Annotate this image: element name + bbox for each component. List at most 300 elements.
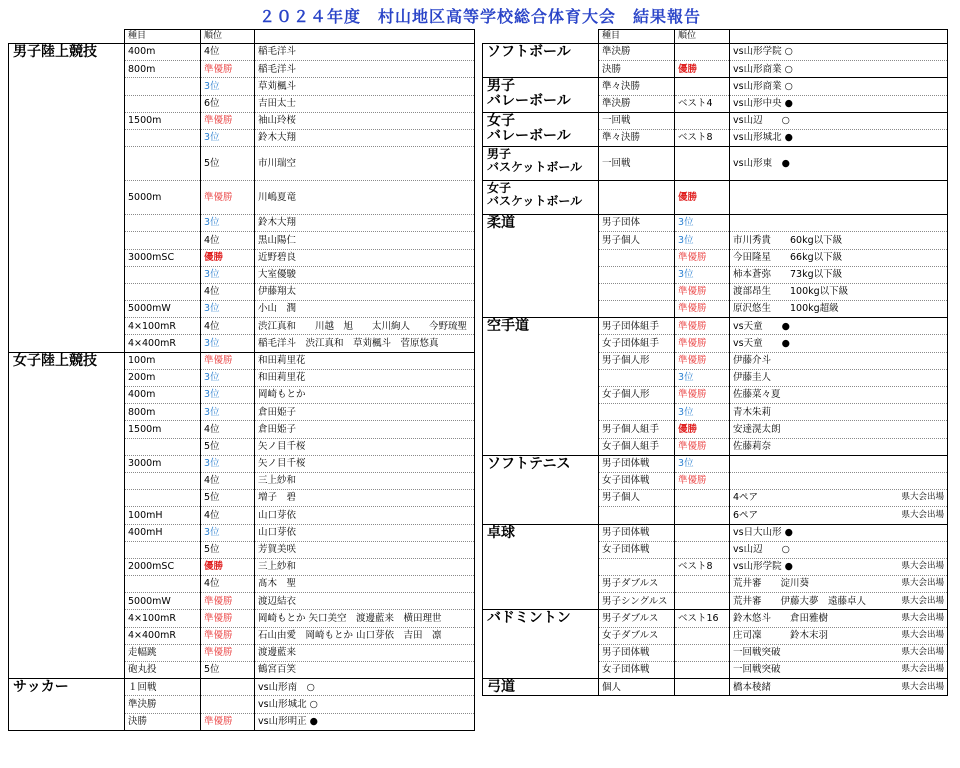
result-cell [730,335,948,352]
event-cell: 一回戦 [599,112,675,129]
result-cell [730,249,948,266]
result-cell [255,713,475,730]
event-cell [125,95,201,112]
event-cell: 男子団体戦 [599,524,675,541]
result-text: vs山辺 ○ [733,544,790,556]
event-cell: 800m [125,404,201,421]
result-cell [730,232,948,249]
result-row [483,524,948,541]
result-text: vs天童 ● [733,337,790,349]
result-text: 近野碧良 [258,251,297,263]
rank-cell [675,44,730,61]
sport-name-line: バレーボール [487,93,571,110]
rank-cell [675,576,730,593]
event-cell [599,266,675,283]
result-cell [255,61,475,78]
result-cell [730,215,948,232]
result-cell [255,318,475,335]
event-cell: 女子個人組手 [599,438,675,455]
result-row [483,112,948,129]
header-event: 種目 [599,30,675,44]
result-text: 4ペア [733,492,759,504]
result-text: 稲毛洋斗 [258,46,297,58]
result-cell [730,558,948,575]
event-cell: 100mH [125,507,201,524]
result-text: 三上紗和 [258,475,297,487]
result-text: 鈴木大翔 [258,132,297,144]
rank-cell: 準優勝 [201,61,255,78]
result-cell [255,696,475,713]
sport-name [483,679,599,696]
result-cell [255,112,475,129]
result-cell [255,335,475,352]
rank-cell: 準優勝 [201,593,255,610]
header-rank: 順位 [201,30,255,44]
event-cell [125,490,201,507]
event-cell: 男子団体戦 [599,644,675,661]
result-cell [730,524,948,541]
event-cell [125,576,201,593]
event-cell: 準決勝 [599,95,675,112]
event-cell: 4×400mR [125,335,201,352]
rank-cell [201,679,255,696]
event-cell: 準決勝 [599,44,675,61]
result-cell [255,627,475,644]
event-cell [125,283,201,300]
rank-cell: 3位 [201,404,255,421]
result-text: 石山由愛 岡崎もとか 山口芽依 吉田 凛 [258,629,442,641]
result-text: 渡部昂生 100kg以下級 [733,286,849,298]
sport-name-line: 弓道 [487,679,515,696]
result-text: 岡崎もとか 矢口美空 渡邊藍来 横田理世 [258,612,442,624]
sport-name-line: 女子 [487,181,512,196]
header-result [255,30,475,44]
result-row [483,147,948,181]
result-text: 川嶋夏竜 [258,191,297,203]
qualification-note: 県大会出場 [901,492,944,503]
result-cell [730,644,948,661]
result-text: 倉田姫子 [258,423,297,435]
rank-cell: 優勝 [201,249,255,266]
result-row [483,318,948,335]
event-cell: 1500m [125,421,201,438]
result-row [483,181,948,215]
event-cell: 決勝 [125,713,201,730]
result-text: 青木朱莉 [733,406,772,418]
rank-cell: 3位 [675,404,730,421]
event-cell: 4×100mR [125,318,201,335]
event-cell [599,181,675,215]
result-text: vs山形商業 ○ [733,63,793,75]
rank-cell: 4位 [201,507,255,524]
event-cell: 5000m [125,181,201,215]
result-cell [255,95,475,112]
result-text: 鈴木悠斗 倉田雅樹 [733,612,829,624]
result-text: 矢ノ目千桜 [258,440,306,452]
sport-name-line: 空手道 [487,318,529,335]
qualification-note: 県大会出場 [901,509,944,520]
rank-cell: 準優勝 [675,318,730,335]
result-cell [730,181,948,215]
result-cell [730,662,948,679]
result-cell [730,283,948,300]
rank-cell [675,541,730,558]
rank-cell: 準優勝 [201,627,255,644]
rank-cell: 優勝 [675,421,730,438]
event-cell: 男子個人 [599,490,675,507]
rank-cell: 5位 [201,541,255,558]
header-result [730,30,948,44]
event-cell [599,404,675,421]
result-cell [730,421,948,438]
sport-name [483,610,599,679]
result-text: 荒井審 伊藤大夢 遠藤卓人 [733,595,867,607]
sport-name-line: バスケットボール [487,194,583,209]
result-text: 一回戦突破 [733,647,781,659]
result-cell [255,387,475,404]
rank-cell: 4位 [201,44,255,61]
rank-cell: 3位 [201,78,255,95]
event-cell: 砲丸投 [125,662,201,679]
result-cell [730,352,948,369]
sport-name [483,112,599,146]
event-cell: 男子シングルス [599,593,675,610]
result-text: 和田莉里花 [258,372,306,384]
result-cell [730,472,948,489]
rank-cell: 準優勝 [675,301,730,318]
event-cell: 男子ダブルス [599,576,675,593]
event-cell [599,301,675,318]
result-text: vs山形城北 ● [733,132,793,144]
sport-name [483,44,599,78]
header-row [9,30,475,44]
result-text: 大室優駿 [258,269,297,281]
result-text: 小山 潤 [258,303,297,315]
sport-name-line: ソフトボール [487,44,571,60]
sport-name-line: 男子陸上競技 [13,44,97,60]
result-text: 柿本蒼弥 73kg以下級 [733,269,843,281]
result-cell [730,301,948,318]
result-row [483,679,948,696]
sport-name-line: サッカー [13,679,69,696]
event-cell: 走幅跳 [125,644,201,661]
sport-name [483,181,599,215]
result-text: 三上紗和 [258,561,297,573]
sport-name [483,147,599,181]
event-cell [599,507,675,524]
event-cell [125,541,201,558]
sport-name-line: 女子陸上競技 [13,352,97,369]
result-text: 稲毛洋斗 渋江真和 草苅楓斗 菅原悠真 [258,337,439,349]
sport-name-line: 女子 [487,112,515,129]
result-text: 佐藤菜々夏 [733,389,781,401]
rank-cell: 準優勝 [675,335,730,352]
result-cell [730,266,948,283]
result-row [9,679,475,696]
rank-cell: ベスト16 [675,610,730,627]
event-cell: 準々決勝 [599,78,675,95]
rank-cell [675,679,730,696]
qualification-note: 県大会出場 [901,561,944,572]
event-cell: 一回戦 [599,147,675,181]
rank-cell [675,662,730,679]
result-text: 荒井審 淀川葵 [733,578,810,590]
result-cell [255,369,475,386]
rank-cell [675,507,730,524]
event-cell: 3000m [125,455,201,472]
result-cell [255,472,475,489]
result-cell [730,387,948,404]
rank-cell: 3位 [675,215,730,232]
sport-name [483,524,599,610]
event-cell [125,147,201,181]
event-cell: 女子団体戦 [599,662,675,679]
rank-cell [675,490,730,507]
right-results-table [482,29,948,696]
result-text: 芳賀美咲 [258,544,297,556]
qualification-note: 県大会出場 [901,629,944,640]
result-text: 髙木 聖 [258,578,297,590]
sport-name-line: 柔道 [487,215,515,232]
result-text: vs天童 ● [733,320,790,332]
sport-name-line: 男子 [487,147,512,162]
result-cell [255,215,475,232]
rank-cell: 準優勝 [675,352,730,369]
sport-name [9,352,125,679]
event-cell [125,232,201,249]
result-text: 増子 碧 [258,492,297,504]
qualification-note: 県大会出場 [901,578,944,589]
sport-name-line: バドミントン [487,610,571,627]
result-cell [255,129,475,146]
event-cell: 女子団体戦 [599,541,675,558]
header-row [483,30,948,44]
result-cell [255,524,475,541]
result-row [483,455,948,472]
result-cell [730,78,948,95]
sport-name [9,44,125,353]
event-cell: 男子個人形 [599,352,675,369]
event-cell: 2000mSC [125,558,201,575]
result-cell [730,147,948,181]
result-cell [730,627,948,644]
event-cell [125,129,201,146]
result-text: 吉田太士 [258,97,297,109]
event-cell: 決勝 [599,61,675,78]
result-text: 和田莉里花 [258,354,306,366]
result-cell [730,61,948,78]
rank-cell: 準優勝 [675,283,730,300]
result-text: 岡崎もとか [258,389,306,401]
result-row [483,610,948,627]
result-text: vs山形城北 ○ [258,698,318,710]
event-cell [125,472,201,489]
rank-cell: 準優勝 [201,644,255,661]
qualification-note: 県大会出場 [901,681,944,692]
event-cell [599,249,675,266]
event-cell [125,438,201,455]
result-text: 一回戦突破 [733,664,781,676]
result-cell [255,662,475,679]
rank-cell: 準優勝 [675,249,730,266]
result-cell [730,576,948,593]
rank-cell [675,78,730,95]
result-text: 市川秀貴 60kg以下級 [733,234,843,246]
rank-cell: 優勝 [675,61,730,78]
result-text: 今田隆星 66kg以下級 [733,251,843,263]
result-cell [730,112,948,129]
result-text: 袖山玲桜 [258,115,297,127]
event-cell: 準々決勝 [599,129,675,146]
event-cell: 個人 [599,679,675,696]
sport-name-line: バスケットボール [487,160,583,175]
rank-cell: 4位 [201,318,255,335]
result-row [9,44,475,61]
sport-name-line: 男子 [487,78,515,95]
result-cell [730,95,948,112]
rank-cell: 3位 [201,335,255,352]
rank-cell: 4位 [201,283,255,300]
result-cell [255,507,475,524]
event-cell: 1500m [125,112,201,129]
rank-cell: 5位 [201,147,255,181]
event-cell: 400mH [125,524,201,541]
result-cell [255,181,475,215]
result-text: 鶴宮百笑 [258,664,297,676]
result-cell [255,610,475,627]
result-cell [730,541,948,558]
result-text: vs山形明正 ● [258,715,318,727]
result-cell [255,78,475,95]
rank-cell: 4位 [201,472,255,489]
rank-cell: 3位 [675,369,730,386]
result-text: 安達滉太朗 [733,423,781,435]
event-cell: 男子ダブルス [599,610,675,627]
result-text: 稲毛洋斗 [258,63,297,75]
result-cell [730,490,948,507]
rank-cell [675,644,730,661]
result-row [9,352,475,369]
result-cell [730,455,948,472]
event-cell: 男子個人組手 [599,421,675,438]
qualification-note: 県大会出場 [901,664,944,675]
event-cell [599,283,675,300]
event-cell: 3000mSC [125,249,201,266]
event-cell: 4×100mR [125,610,201,627]
rank-cell: 準優勝 [675,387,730,404]
result-row [483,215,948,232]
result-cell [255,266,475,283]
result-cell [730,593,948,610]
result-cell [255,283,475,300]
sport-name [483,215,599,318]
result-text: vs山形中央 ● [733,97,793,109]
event-cell [125,215,201,232]
event-cell: 4×400mR [125,627,201,644]
result-text: 伊藤介斗 [733,354,772,366]
qualification-note: 県大会出場 [901,647,944,658]
header-event: 種目 [125,30,201,44]
header-rank: 順位 [675,30,730,44]
event-cell: 女子ダブルス [599,627,675,644]
rank-cell: 6位 [201,95,255,112]
rank-cell: 4位 [201,421,255,438]
result-cell [730,44,948,61]
result-cell [255,576,475,593]
result-text: vs山辺 ○ [733,115,790,127]
rank-cell [675,627,730,644]
result-text: vs山形学院 ● [733,561,793,573]
rank-cell: 3位 [201,369,255,386]
result-cell [255,541,475,558]
rank-cell: ベスト8 [675,558,730,575]
result-text: vs山形商業 ○ [733,80,793,92]
rank-cell: 3位 [201,455,255,472]
result-cell [255,679,475,696]
rank-cell: 3位 [201,215,255,232]
result-text: vs日大山形 ● [733,526,793,538]
result-cell [255,644,475,661]
result-cell [255,249,475,266]
left-results-table [8,29,475,731]
rank-cell: 準優勝 [201,352,255,369]
rank-cell: 3位 [201,387,255,404]
sport-name-line: ソフトテニス [487,455,571,472]
result-text: 佐藤莉奈 [733,440,772,452]
rank-cell: ベスト8 [675,129,730,146]
event-cell: １回戦 [125,679,201,696]
rank-cell: 準優勝 [201,713,255,730]
result-text: 山口芽依 [258,509,297,521]
rank-cell [675,593,730,610]
result-cell [730,318,948,335]
rank-cell: 3位 [201,266,255,283]
result-text: 庄司凜 鈴木末羽 [733,629,829,641]
result-cell [255,147,475,181]
qualification-note: 県大会出場 [901,612,944,623]
event-cell [125,78,201,95]
event-cell: 5000mW [125,301,201,318]
event-cell: 女子団体戦 [599,472,675,489]
result-row [483,78,948,95]
rank-cell: 3位 [201,301,255,318]
rank-cell: 準優勝 [675,438,730,455]
result-cell [255,301,475,318]
result-text: 6ペア [733,509,759,521]
sport-name [9,679,125,731]
rank-cell [201,696,255,713]
result-text: 橋本稜緒 [733,681,772,693]
rank-cell [675,112,730,129]
rank-cell [675,524,730,541]
result-text: vs山形東 ● [733,157,790,169]
rank-cell: ベスト4 [675,95,730,112]
result-cell [730,404,948,421]
event-cell: 400m [125,44,201,61]
event-cell: 男子団体 [599,215,675,232]
result-cell [730,507,948,524]
result-cell [255,352,475,369]
event-cell: 800m [125,61,201,78]
event-cell: 女子団体組手 [599,335,675,352]
result-cell [730,610,948,627]
sport-name [483,455,599,524]
event-cell: 400m [125,387,201,404]
result-cell [255,438,475,455]
result-text: 倉田姫子 [258,406,297,418]
rank-cell: 3位 [201,129,255,146]
result-text: vs山形学院 ○ [733,46,793,58]
